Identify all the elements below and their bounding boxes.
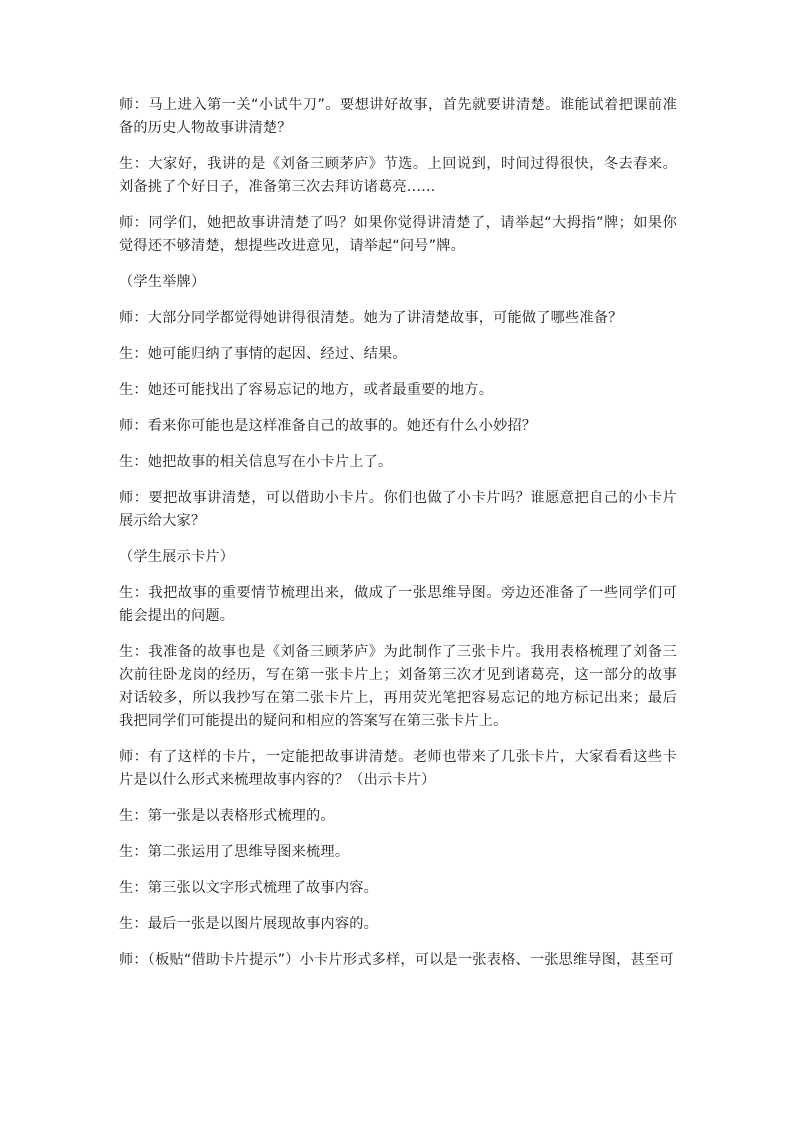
paragraph-stage-direction: （学生举牌） (119, 274, 206, 290)
paragraph-stage-direction: （学生展示卡片） (119, 549, 235, 565)
paragraph-teacher-followup: 师：看来你可能也是这样准备自己的故事的。她还有什么小妙招？ (119, 418, 537, 434)
paragraph-student-answer: 生：最后一张是以图片展现故事内容的。 (119, 916, 378, 932)
paragraph-student-three-cards: 生：我准备的故事也是《刘备三顾茅庐》为此制作了三张卡片。我用表格梳理了刘备三次前往卧龙岗的经历，写在第一张卡片上；刘备第三次才见到诸葛亮，这一部分的故事对话较多，所以我抄写在第二张卡片上，再用荧光笔把容易忘记的地方标记出来；最后我把同学们可能提出的疑问和相应的答案写在第三张卡片上。 (119, 644, 677, 729)
paragraph-teacher-question: 师：同学们，她把故事讲清楚了吗？如果你觉得讲清楚了，请举起“大拇指”牌；如果你觉得还不够清楚，想提些改进意见，请举起“问号”牌。 (119, 215, 677, 254)
paragraph-student-answer: 生：第二张运用了思维导图来梳理。 (119, 844, 350, 860)
paragraph-student-answer: 生：她还可能找出了容易忘记的地方，或者最重要的地方。 (119, 382, 494, 398)
paragraph-student-answer: 生：第三张以文字形式梳理了故事内容。 (119, 880, 378, 896)
paragraph-teacher-summary: 师：（板贴“借助卡片提示”）小卡片形式多样，可以是一张表格、一张思维导图，甚至可 (119, 952, 674, 968)
paragraph-teacher-followup: 师：大部分同学都觉得她讲得很清楚。她为了讲清楚故事，可能做了哪些准备？ (119, 310, 623, 326)
paragraph-teacher-show-cards: 师：有了这样的卡片，一定能把故事讲清楚。老师也带来了几张卡片，大家看看这些卡片是以什么形式来梳理故事内容的？（出示卡片） (119, 749, 677, 788)
paragraph-student-mindmap: 生：我把故事的重要情节梳理出来，做成了一张思维导图。旁边还准备了一些同学们可能会提出的问题。 (119, 585, 677, 624)
document-body (119, 94, 677, 985)
paragraph-student-story: 生：大家好，我讲的是《刘备三顾茅庐》节选。上回说到，时间过得很快，冬去春来。刘备挑了个好日子，准备第三次去拜访诸葛亮…… (119, 156, 677, 195)
paragraph-teacher-intro: 师：马上进入第一关“小试牛刀”。要想讲好故事，首先就要讲清楚。谁能试着把课前准备的历史人物故事讲清楚？ (119, 97, 677, 136)
paragraph-student-answer: 生：她可能归纳了事情的起因、经过、结果。 (119, 346, 407, 362)
paragraph-student-answer: 生：第一张是以表格形式梳理的。 (119, 808, 335, 824)
paragraph-student-answer: 生：她把故事的相关信息写在小卡片上了。 (119, 454, 393, 470)
paragraph-teacher-cards: 师：要把故事讲清楚，可以借助小卡片。你们也做了小卡片吗？谁愿意把自己的小卡片展示给大家？ (119, 490, 677, 529)
